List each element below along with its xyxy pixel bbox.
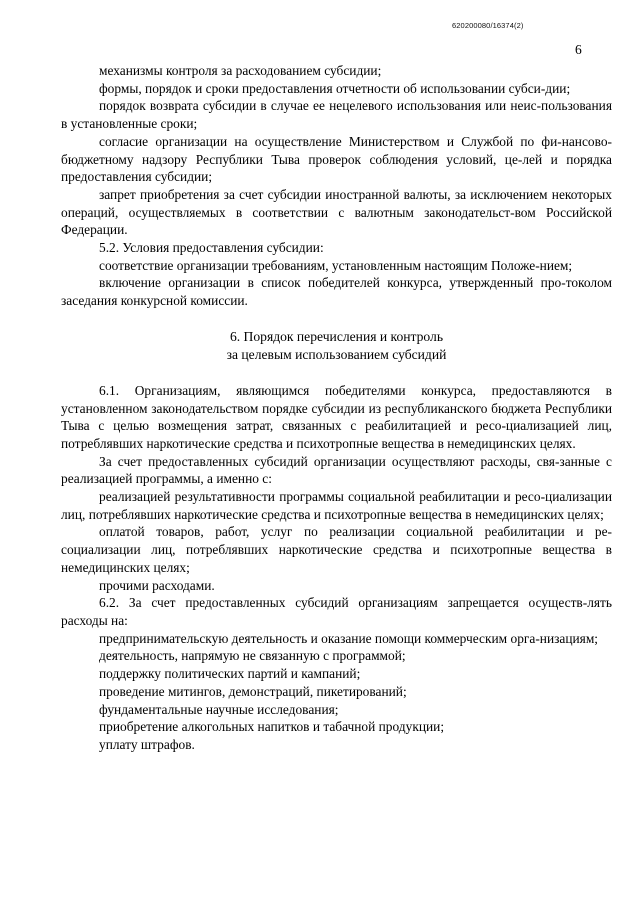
paragraph: соответствие организации требованиям, установленным настоящим Положе-нием; — [99, 257, 573, 273]
paragraph: поддержку политических партий и кампаний; — [99, 666, 361, 682]
paragraph: 5.2. Условия предоставления субсидии: — [99, 240, 324, 256]
paragraph: реализацией результативности программы социальной реабилитации и ресо-циализации лиц, потреблявших наркотические средства и психотропные вещества в немедицинских целях; — [61, 489, 612, 522]
paragraph: оплатой товаров, работ, услуг по реализации социальной реабилитации и ре-социализации лиц, потреблявших наркотические средства и психотропные вещества в немедицинских целях; — [61, 524, 612, 575]
paragraph: механизмы контроля за расходованием субсидии; — [99, 63, 382, 78]
paragraph: уплату штрафов. — [99, 736, 195, 752]
section-title — [61, 328, 612, 364]
paragraph: формы, порядок и сроки предоставления отчетности об использовании субси-дии; — [99, 80, 571, 96]
paragraph: деятельность, напрямую не связанную с программой; — [99, 648, 406, 664]
paragraph: проведение митингов, демонстраций, пикетирований; — [99, 683, 407, 699]
paragraph: предпринимательскую деятельность и оказание помощи коммерческим орга-низациям; — [99, 630, 599, 646]
paragraph: приобретение алкогольных напитков и табачной продукции; — [99, 719, 445, 735]
paragraph: прочими расходами. — [99, 577, 215, 593]
paragraph: порядок возврата субсидии в случае ее нецелевого использования или неис-пользования в установленные сроки; — [61, 98, 612, 132]
paragraph: 6.2. За счет предоставленных субсидий организациям запрещается осуществ-лять расходы на: — [61, 595, 612, 628]
paragraph: За счет предоставленных субсидий организации осуществляют расходы, свя-занные с реализацией программы, а именно с: — [61, 453, 612, 487]
section-title-line1: 6. Порядок перечисления и контроль — [229, 328, 444, 344]
paragraph: включение организации в список победителей конкурса, утвержденный про-токолом заседания конкурсной комиссии. — [61, 275, 612, 309]
paragraph: фундаментальные научные исследования; — [99, 701, 339, 717]
section-title-line2: за целевым использованием субсидий — [226, 346, 447, 362]
paragraph: запрет приобретения за счет субсидии иностранной валюты, за исключением некоторых операций, осуществляемых в соответствии с валютным законодательст-вом Российской Федерации. — [61, 186, 612, 238]
document-id: 620200080/16374(2) — [452, 21, 524, 30]
document-body — [61, 62, 612, 754]
paragraph: согласие организации на осуществление Министерством и Службой по фи-нансово-бюджетному надзору Республики Тыва проверок соблюдения условий, це-лей и порядка предоставления субсидии; — [61, 133, 612, 185]
page-number: 6 — [575, 42, 582, 57]
paragraph: 6.1. Организациям, являющимся победителями конкурса, предоставляются в установленном законодательством порядке субсидии из республиканского бюджета Республики Тыва с целью возмещения затрат, связанных с реабилитацией и ресо-циализацией лиц, потреблявших наркотические средства и психотропные вещества в немедицинских целях. — [61, 382, 612, 451]
